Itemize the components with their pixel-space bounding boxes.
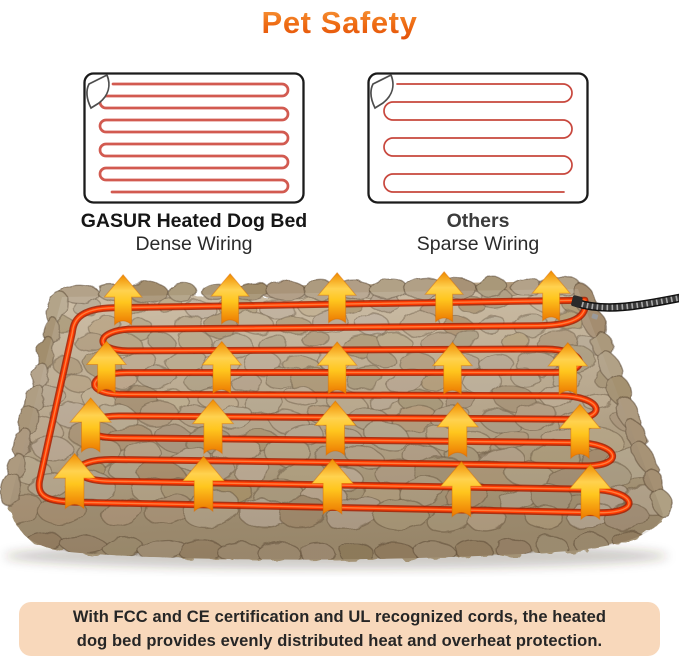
heating-wire [39, 300, 629, 513]
heat-arrow-icon [104, 275, 142, 325]
page-title: Pet Safety [0, 5, 679, 41]
heat-arrow-icon [570, 464, 611, 519]
heat-arrow-icon [315, 401, 356, 455]
heat-arrow-icon [312, 459, 353, 514]
brand-label: GASUR Heated Dog Bed [80, 210, 308, 232]
cord-strain-relief [571, 295, 583, 308]
plush-texture [0, 268, 674, 566]
heat-arrow-icon [87, 341, 126, 393]
heat-arrow-icon [202, 342, 241, 394]
heat-arrow-icon [425, 272, 463, 322]
heat-arrow-icon [548, 343, 587, 395]
wiring-diagram-sparse [367, 72, 589, 204]
heat-arrow-icon [433, 342, 472, 394]
heat-arrow-icon [560, 404, 601, 458]
brand-sublabel: Dense Wiring [135, 233, 253, 255]
heat-arrow-icon [211, 274, 249, 324]
heat-arrow-icon [318, 342, 357, 394]
diagram-frame [85, 74, 304, 203]
heat-arrow-icon [54, 454, 95, 509]
pad-side [10, 501, 663, 560]
heat-arrow-icon [437, 403, 478, 457]
heat-arrow-icon [441, 462, 482, 517]
heat-arrows [54, 271, 611, 520]
pad-shadow [4, 543, 668, 569]
cord-connector [591, 313, 598, 320]
heat-arrow-icon [532, 271, 570, 321]
wiring-diagram-dense [83, 72, 305, 204]
power-cord [571, 295, 679, 320]
heat-arrow-icon [70, 398, 111, 452]
pad-shading [10, 289, 663, 560]
pad-body [10, 289, 663, 560]
braid-edge [0, 275, 677, 520]
banner-line-2: dog bed provides evenly distributed heat and overheat protection. [76, 632, 603, 650]
banner-line-1: With FCC and CE certification and UL recognized cords, the heated [72, 608, 607, 626]
safety-banner [19, 602, 660, 656]
others-label: Others [446, 210, 510, 232]
heat-arrow-icon [193, 399, 234, 453]
others-sublabel: Sparse Wiring [416, 233, 540, 255]
heat-arrow-icon [183, 456, 224, 511]
heat-arrow-icon [318, 273, 356, 323]
